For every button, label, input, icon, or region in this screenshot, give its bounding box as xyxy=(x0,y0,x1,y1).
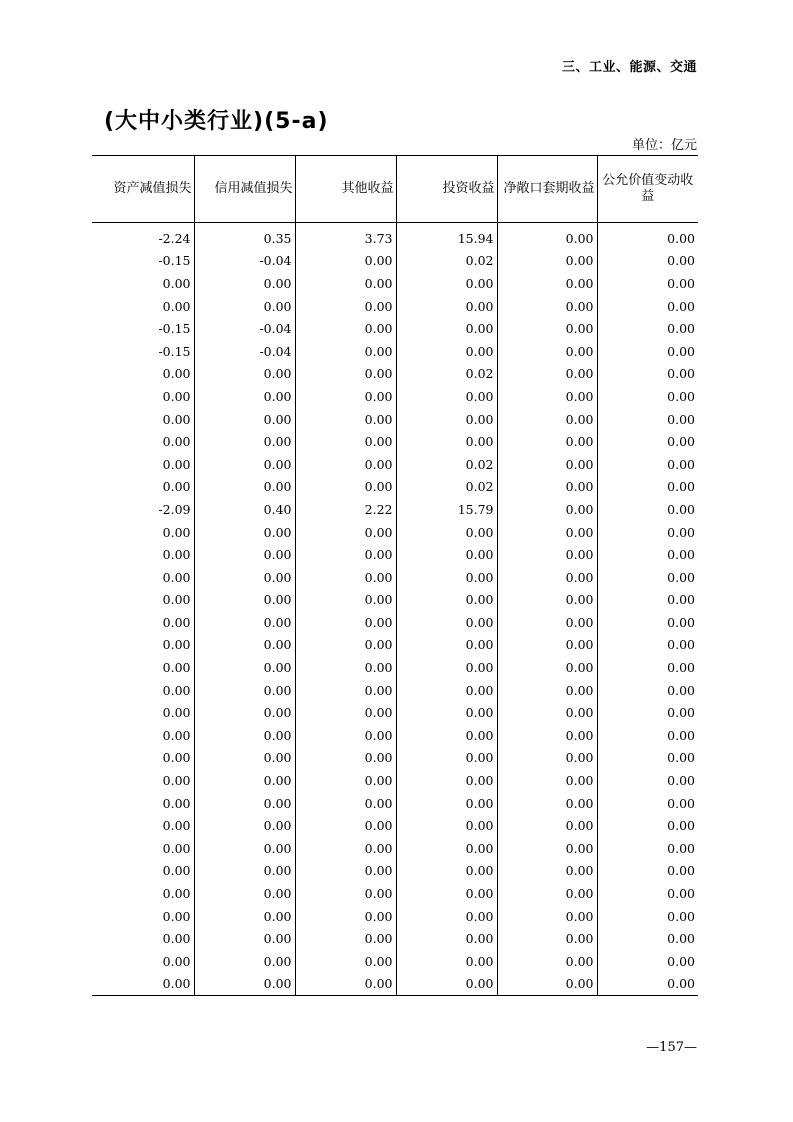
table-cell: 0.00 xyxy=(396,837,497,860)
table-row xyxy=(92,295,698,318)
table-cell: 0.00 xyxy=(194,724,295,747)
table-cell: 0.00 xyxy=(295,543,396,566)
table-cell: 0.00 xyxy=(295,882,396,905)
table-cell: 0.00 xyxy=(295,724,396,747)
table-row xyxy=(92,272,698,295)
table-cell: 0.00 xyxy=(396,679,497,702)
table-row xyxy=(92,430,698,453)
table-cell: 0.00 xyxy=(396,747,497,770)
table-cell: 0.00 xyxy=(597,634,698,657)
table-cell: 0.00 xyxy=(295,701,396,724)
table-cell: 0.00 xyxy=(162,795,191,811)
table-cell: 0.00 xyxy=(597,566,698,589)
table-cell: 15.79 xyxy=(396,498,497,521)
table-cell: 0.00 xyxy=(497,295,597,318)
table-cell: 0.00 xyxy=(162,366,191,382)
table-cell: 0.00 xyxy=(162,773,191,789)
table-row xyxy=(92,973,698,996)
table-cell: 0.00 xyxy=(295,272,396,295)
table-cell: 0.00 xyxy=(295,295,396,318)
table-cell: 0.00 xyxy=(194,363,295,386)
table-cell: 0.00 xyxy=(497,589,597,612)
table-cell: -0.15 xyxy=(158,321,191,337)
table-cell: 0.00 xyxy=(597,679,698,702)
table-cell: 0.00 xyxy=(162,908,191,924)
table-cell: 0.02 xyxy=(396,250,497,273)
table-cell: 0.00 xyxy=(295,927,396,950)
table-cell: 0.00 xyxy=(597,430,698,453)
table-cell: 0.00 xyxy=(162,298,191,314)
table-cell: 0.00 xyxy=(396,385,497,408)
table-cell: 0.00 xyxy=(194,769,295,792)
table-row xyxy=(92,476,698,499)
table-cell: 0.00 xyxy=(497,973,597,996)
header-row xyxy=(92,156,698,223)
table-cell: 0.00 xyxy=(396,814,497,837)
table-cell: -0.15 xyxy=(158,253,191,269)
table-cell: 0.00 xyxy=(162,456,191,472)
table-cell: 0.00 xyxy=(295,950,396,973)
table-cell: 0.00 xyxy=(295,860,396,883)
page-title: (大中小类行业)(5-a) xyxy=(104,109,329,134)
table-cell: 0.00 xyxy=(194,701,295,724)
table-cell: 0.02 xyxy=(396,476,497,499)
table-cell: 0.00 xyxy=(497,543,597,566)
table-cell: 0.00 xyxy=(497,837,597,860)
table-cell: 0.00 xyxy=(194,927,295,950)
table-cell: 3.73 xyxy=(295,223,396,250)
table-cell: 0.00 xyxy=(597,521,698,544)
table-cell: 0.00 xyxy=(597,656,698,679)
table-cell: 0.00 xyxy=(194,521,295,544)
table-cell: 0.00 xyxy=(162,637,191,653)
table-cell: 0.00 xyxy=(497,317,597,340)
table-row xyxy=(92,317,698,340)
table-cell: 0.00 xyxy=(295,792,396,815)
page-number: —157— xyxy=(646,1040,697,1055)
table-row xyxy=(92,769,698,792)
table-cell: 0.00 xyxy=(162,863,191,879)
table-cell: 0.00 xyxy=(194,837,295,860)
table-cell: 0.00 xyxy=(162,682,191,698)
table-cell: 0.00 xyxy=(396,430,497,453)
table-cell: 0.00 xyxy=(497,476,597,499)
table-cell: 0.00 xyxy=(597,973,698,996)
table-cell: 0.00 xyxy=(295,566,396,589)
table-cell: 0.00 xyxy=(194,634,295,657)
table-cell: 0.00 xyxy=(295,317,396,340)
table-row xyxy=(92,250,698,273)
table-cell: 0.00 xyxy=(396,927,497,950)
table-cell: 0.00 xyxy=(162,411,191,427)
table-cell: 0.00 xyxy=(194,611,295,634)
table-cell: 0.00 xyxy=(162,434,191,450)
table-cell: 0.00 xyxy=(497,679,597,702)
table-row xyxy=(92,498,698,521)
table-cell: 0.00 xyxy=(497,634,597,657)
table-cell: 0.00 xyxy=(396,521,497,544)
table-cell: 0.00 xyxy=(295,656,396,679)
table-cell: 0.00 xyxy=(597,724,698,747)
table-cell: 0.00 xyxy=(295,521,396,544)
table-cell: 0.00 xyxy=(497,724,597,747)
table-cell: 0.00 xyxy=(295,408,396,431)
table-cell: 0.00 xyxy=(597,250,698,273)
table-header xyxy=(92,156,698,223)
table-cell: 0.00 xyxy=(194,882,295,905)
table-cell: 0.00 xyxy=(497,860,597,883)
table-cell: 0.00 xyxy=(396,905,497,928)
table-cell: 0.00 xyxy=(597,363,698,386)
table-cell: 0.00 xyxy=(194,747,295,770)
table-cell: 0.00 xyxy=(597,882,698,905)
table-cell: 0.00 xyxy=(162,592,191,608)
table-cell: 0.00 xyxy=(295,340,396,363)
table-cell: 0.00 xyxy=(295,973,396,996)
data-table xyxy=(92,155,698,996)
table-cell: 0.00 xyxy=(597,769,698,792)
table-cell: 0.00 xyxy=(497,363,597,386)
table-row xyxy=(92,634,698,657)
table-cell: 0.00 xyxy=(396,589,497,612)
table-row xyxy=(92,611,698,634)
table-cell: 0.00 xyxy=(295,679,396,702)
table-cell: 0.00 xyxy=(396,317,497,340)
table-cell: 0.00 xyxy=(497,250,597,273)
table-cell: 0.00 xyxy=(497,223,597,250)
table-cell: 0.00 xyxy=(162,931,191,947)
table-cell: 0.00 xyxy=(295,611,396,634)
table-cell: 0.00 xyxy=(497,656,597,679)
table-cell: 0.00 xyxy=(497,882,597,905)
table-cell: 0.00 xyxy=(597,317,698,340)
table-cell: 0.00 xyxy=(597,611,698,634)
table-cell: 0.00 xyxy=(597,476,698,499)
table-cell: 0.00 xyxy=(194,679,295,702)
table-cell: 0.00 xyxy=(497,792,597,815)
table-cell: 0.00 xyxy=(497,498,597,521)
section-header: 三、工业、能源、交通 xyxy=(561,60,697,75)
table-cell: 0.00 xyxy=(597,223,698,250)
table-cell: 0.00 xyxy=(597,860,698,883)
table-cell: 0.00 xyxy=(597,272,698,295)
table-cell: 0.00 xyxy=(396,860,497,883)
table-cell: 0.00 xyxy=(396,634,497,657)
table-row xyxy=(92,927,698,950)
table-cell: 0.00 xyxy=(497,453,597,476)
table-cell: 0.00 xyxy=(597,927,698,950)
table-cell: 0.00 xyxy=(194,566,295,589)
table-row xyxy=(92,905,698,928)
table-cell: 0.00 xyxy=(162,479,191,495)
table-cell: 0.00 xyxy=(497,747,597,770)
table-row xyxy=(92,837,698,860)
table-cell: -0.04 xyxy=(194,317,295,340)
table-row xyxy=(92,408,698,431)
table-cell: 0.00 xyxy=(497,272,597,295)
table-cell: 0.00 xyxy=(295,769,396,792)
table-cell: 0.00 xyxy=(396,701,497,724)
table-cell: 0.00 xyxy=(396,882,497,905)
table-cell: 0.00 xyxy=(194,385,295,408)
table-cell: 2.22 xyxy=(295,498,396,521)
table-cell: 0.00 xyxy=(497,430,597,453)
table-cell: 0.02 xyxy=(396,453,497,476)
table-cell: 0.00 xyxy=(162,750,191,766)
table-cell: 0.00 xyxy=(497,408,597,431)
table-cell: 0.00 xyxy=(162,818,191,834)
table-cell: 0.00 xyxy=(162,275,191,291)
table-row xyxy=(92,679,698,702)
table-row xyxy=(92,566,698,589)
column-header: 其他收益 xyxy=(295,156,396,223)
table-cell: 0.00 xyxy=(396,769,497,792)
column-header: 净敞口套期收益 xyxy=(497,156,597,223)
table-cell: 0.00 xyxy=(497,521,597,544)
table-cell: 0.00 xyxy=(497,611,597,634)
table-cell: 0.00 xyxy=(597,408,698,431)
table-cell: 0.00 xyxy=(162,840,191,856)
table-cell: 0.00 xyxy=(597,453,698,476)
table-cell: 0.00 xyxy=(92,973,194,996)
table-cell: 0.00 xyxy=(597,701,698,724)
table-cell: 0.00 xyxy=(295,476,396,499)
table-cell: 0.02 xyxy=(396,363,497,386)
column-header: 公允价值变动收益 xyxy=(597,156,698,223)
table-cell: 0.00 xyxy=(396,408,497,431)
table-row xyxy=(92,860,698,883)
table-cell: 0.00 xyxy=(295,814,396,837)
table-cell: 0.00 xyxy=(295,430,396,453)
table-cell: 0.00 xyxy=(162,953,191,969)
table-cell: 0.00 xyxy=(162,660,191,676)
table-row xyxy=(92,792,698,815)
table-cell: 0.00 xyxy=(597,837,698,860)
table-cell: 0.00 xyxy=(396,724,497,747)
table-cell: 0.00 xyxy=(597,295,698,318)
table-cell: 0.00 xyxy=(194,476,295,499)
table-row xyxy=(92,453,698,476)
table-cell: 0.00 xyxy=(597,814,698,837)
table-cell: 0.00 xyxy=(597,385,698,408)
table-cell: 0.00 xyxy=(597,950,698,973)
table-row xyxy=(92,223,698,250)
table-cell: 0.00 xyxy=(497,385,597,408)
table-cell: 0.00 xyxy=(396,973,497,996)
table-cell: 0.00 xyxy=(194,973,295,996)
table-cell: -0.15 xyxy=(158,343,191,359)
table-cell: 0.00 xyxy=(396,340,497,363)
table-cell: 0.00 xyxy=(162,388,191,404)
table-row xyxy=(92,543,698,566)
table-cell: -0.04 xyxy=(194,340,295,363)
table-cell: 0.00 xyxy=(597,340,698,363)
table-cell: 0.00 xyxy=(597,792,698,815)
table-cell: 0.00 xyxy=(162,547,191,563)
table-cell: 0.00 xyxy=(162,569,191,585)
table-cell: 0.00 xyxy=(497,814,597,837)
table-cell: 0.00 xyxy=(194,860,295,883)
table-row xyxy=(92,814,698,837)
table-cell: 0.00 xyxy=(597,589,698,612)
table-row xyxy=(92,340,698,363)
table-cell: 0.00 xyxy=(497,927,597,950)
table-cell: 0.00 xyxy=(194,589,295,612)
table-cell: 0.00 xyxy=(162,727,191,743)
table-cell: 0.40 xyxy=(194,498,295,521)
table-cell: 0.00 xyxy=(162,614,191,630)
table-cell: 0.00 xyxy=(497,905,597,928)
table-cell: 0.00 xyxy=(396,272,497,295)
table-cell: 0.00 xyxy=(597,747,698,770)
table-cell: 0.00 xyxy=(194,543,295,566)
table-cell: 0.00 xyxy=(295,589,396,612)
table-cell: 0.00 xyxy=(194,656,295,679)
table-body xyxy=(92,223,698,996)
table-cell: 0.00 xyxy=(396,950,497,973)
table-cell: -0.04 xyxy=(194,250,295,273)
table-cell: 0.00 xyxy=(295,363,396,386)
table-cell: 0.00 xyxy=(295,385,396,408)
table-cell: 0.00 xyxy=(597,905,698,928)
table-cell: 0.00 xyxy=(497,950,597,973)
table-row xyxy=(92,385,698,408)
table-cell: 0.00 xyxy=(396,543,497,566)
table-cell: 0.00 xyxy=(396,792,497,815)
table-cell: 0.00 xyxy=(162,705,191,721)
table-cell: 0.00 xyxy=(194,295,295,318)
table-row xyxy=(92,363,698,386)
table-cell: 0.35 xyxy=(194,223,295,250)
table-row xyxy=(92,950,698,973)
column-header: 资产减值损失 xyxy=(92,156,194,223)
table-cell: 0.00 xyxy=(194,408,295,431)
table-cell: 0.00 xyxy=(194,453,295,476)
table-cell: 0.00 xyxy=(295,747,396,770)
table-cell: 0.00 xyxy=(194,792,295,815)
table-row xyxy=(92,589,698,612)
table-row xyxy=(92,882,698,905)
table-cell: 15.94 xyxy=(396,223,497,250)
table-row xyxy=(92,521,698,544)
table-row xyxy=(92,747,698,770)
table-cell: 0.00 xyxy=(295,837,396,860)
table-cell: 0.00 xyxy=(597,498,698,521)
table-cell: -2.24 xyxy=(158,230,191,246)
unit-label: 单位：亿元 xyxy=(631,138,697,153)
table-cell: 0.00 xyxy=(497,566,597,589)
table-cell: 0.00 xyxy=(194,950,295,973)
table-cell: -2.09 xyxy=(158,501,191,517)
column-header: 投资收益 xyxy=(396,156,497,223)
table-cell: 0.00 xyxy=(194,814,295,837)
table-cell: 0.00 xyxy=(295,634,396,657)
table-cell: 0.00 xyxy=(497,769,597,792)
table-cell: 0.00 xyxy=(162,524,191,540)
table-cell: 0.00 xyxy=(194,272,295,295)
table-cell: 0.00 xyxy=(194,430,295,453)
table-cell: 0.00 xyxy=(597,543,698,566)
column-header: 信用减值损失 xyxy=(194,156,295,223)
table-row xyxy=(92,724,698,747)
table-cell: 0.00 xyxy=(295,453,396,476)
table-cell: 0.00 xyxy=(396,611,497,634)
table-row xyxy=(92,701,698,724)
table-cell: 0.00 xyxy=(194,905,295,928)
table-cell: 0.00 xyxy=(162,886,191,902)
table-cell: 0.00 xyxy=(497,340,597,363)
table-cell: 0.00 xyxy=(396,566,497,589)
table-cell: 0.00 xyxy=(396,295,497,318)
table-cell: 0.00 xyxy=(295,250,396,273)
table-cell: 0.00 xyxy=(295,905,396,928)
table-row xyxy=(92,656,698,679)
table-cell: 0.00 xyxy=(497,701,597,724)
table-cell: 0.00 xyxy=(396,656,497,679)
